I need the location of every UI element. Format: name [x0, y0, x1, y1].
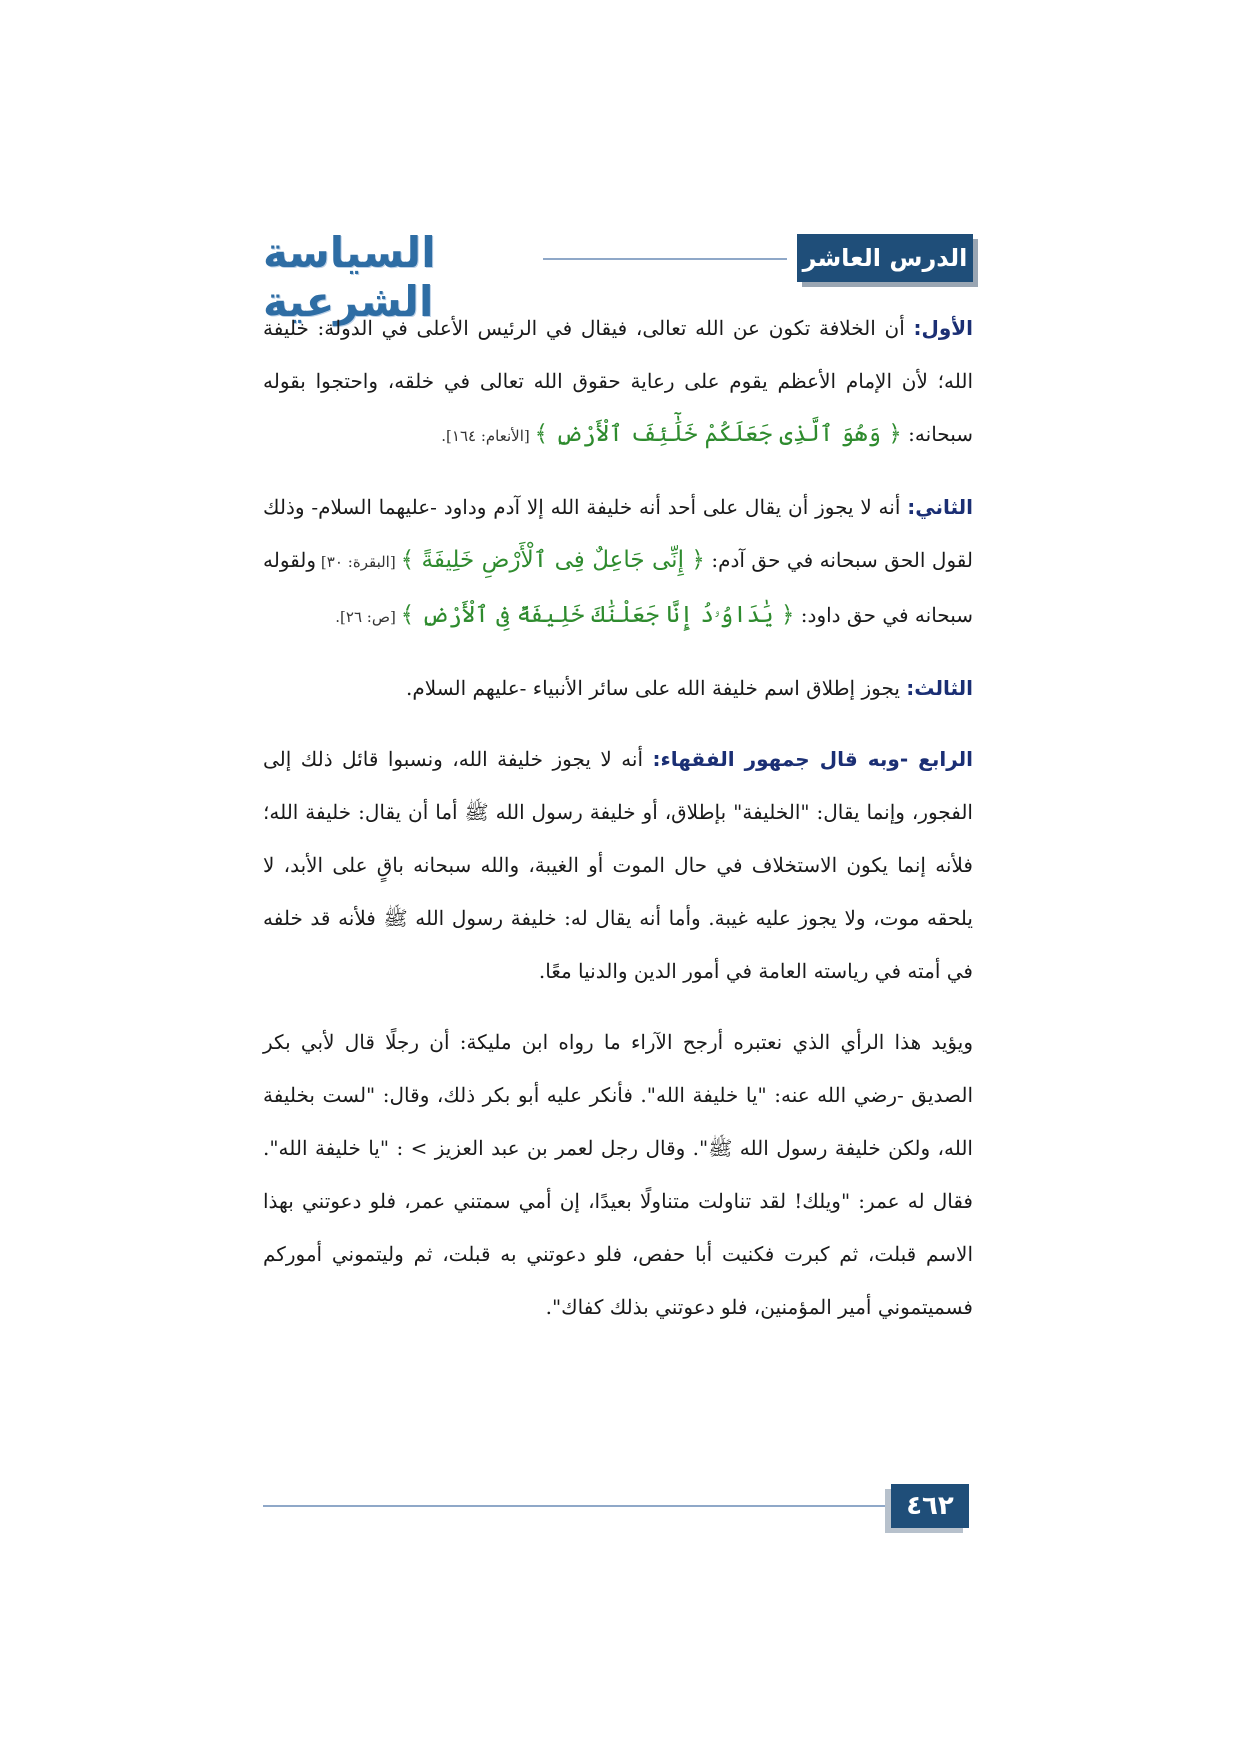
verse-reference: [البقرة: ٣٠] [316, 553, 401, 571]
paragraph-text: ويؤيد هذا الرأي الذي نعتبره أرجح الآراء ما رواه ابن مليكة: أن رجلًا قال لأبي بكر الصديق -رضي الله عنه: "يا خليفة الله". فأنكر عليه أبو بكر ذلك، وقال: "لست بخليفة الله، ولكن خليفة رسول الله ﷺ". وقال رجل لعمر بن عبد العزيز > : "يا خليفة الله". فقال له عمر: "ويلك! لقد تناولت متناولًا بعيدًا، إن أمي سمتني عمر، فلو دعوتني بهذا الاسم قبلت، ثم كبرت فكنيت أبا حفص، فلو دعوتني به قبلت، ثم وليتموني أموركم فسميتموني أمير المؤمنين، فلو دعوتني بذلك كفاك". [263, 1030, 973, 1319]
paragraph-supporting-narration [263, 1016, 973, 1334]
page-footer [263, 1484, 973, 1534]
paragraph-first-opinion [263, 302, 973, 463]
paragraph-text: أنه لا يجوز أن يقال على أحد أنه خليفة الله إلا آدم وداود -عليهما السلام- وذلك لقول الحق سبحانه في حق آدم: [263, 495, 974, 572]
paragraph-label: الرابع -وبه قال جمهور الفقهاء: [652, 747, 974, 771]
quran-verse: ﴿ يَٰدَاوُۥدُ إِنَّا جَعَلْنَٰكَ خَلِيفَةً فِى ٱلْأَرْضِ ﴾ [400, 602, 795, 628]
header-divider [543, 258, 787, 260]
paragraph-fourth-opinion [263, 733, 973, 998]
paragraph-text: ولقوله سبحانه في حق داود: [263, 548, 973, 627]
paragraph-label: الثاني: [907, 495, 973, 519]
paragraph-text: أنه لا يجوز خليفة الله، ونسبوا قائل ذلك إلى الفجور، وإنما يقال: "الخليفة" بإطلاق، أو خليفة رسول الله ﷺ أما أن يقال: خليفة الله؛ فلأنه إنما يكون الاستخلاف في حال الموت أو الغيبة، والله سبحانه باقٍ على الأبد، لا يلحقه موت، ولا يجوز عليه غيبة. وأما أنه يقال له: خليفة رسول الله ﷺ فلأنه قد خلفه في أمته في رياسته العامة في أمور الدين والدنيا معًا. [263, 747, 973, 983]
paragraph-second-opinion [263, 481, 973, 644]
lesson-label: الدرس العاشر [797, 234, 973, 282]
quran-verse: ﴿ وَهُوَ ٱلَّذِى جَعَلَكُمْ خَلَٰٓئِفَ ٱلْأَرْضِ ﴾ [534, 421, 902, 447]
verse-reference: [ص: ٢٦]. [335, 608, 401, 626]
paragraph-label: الثالث: [906, 676, 973, 700]
verse-reference: [الأنعام: ١٦٤]. [441, 427, 535, 445]
paragraph-text: أن الخلافة تكون عن الله تعالى، فيقال في الرئيس الأعلى في الدولة: خليفة الله؛ لأن الإمام الأعظم يقوم على رعاية حقوق الله تعالى في خلقه، واحتجوا بقوله سبحانه: [263, 316, 973, 446]
page-body [263, 302, 973, 1352]
book-title: السياسة الشرعية [263, 228, 436, 326]
footer-divider [263, 1505, 887, 1507]
page-header [263, 222, 973, 326]
paragraph-label: الأول: [913, 316, 973, 340]
page-number: ٤٦٢ [891, 1484, 969, 1528]
paragraph-text: يجوز إطلاق اسم خليفة الله على سائر الأنبياء -عليهم السلام. [406, 676, 907, 700]
paragraph-third-opinion [263, 662, 973, 715]
quran-verse: ﴿ إِنِّى جَاعِلٌ فِى ٱلْأَرْضِ خَلِيفَةً ﴾ [400, 547, 705, 573]
